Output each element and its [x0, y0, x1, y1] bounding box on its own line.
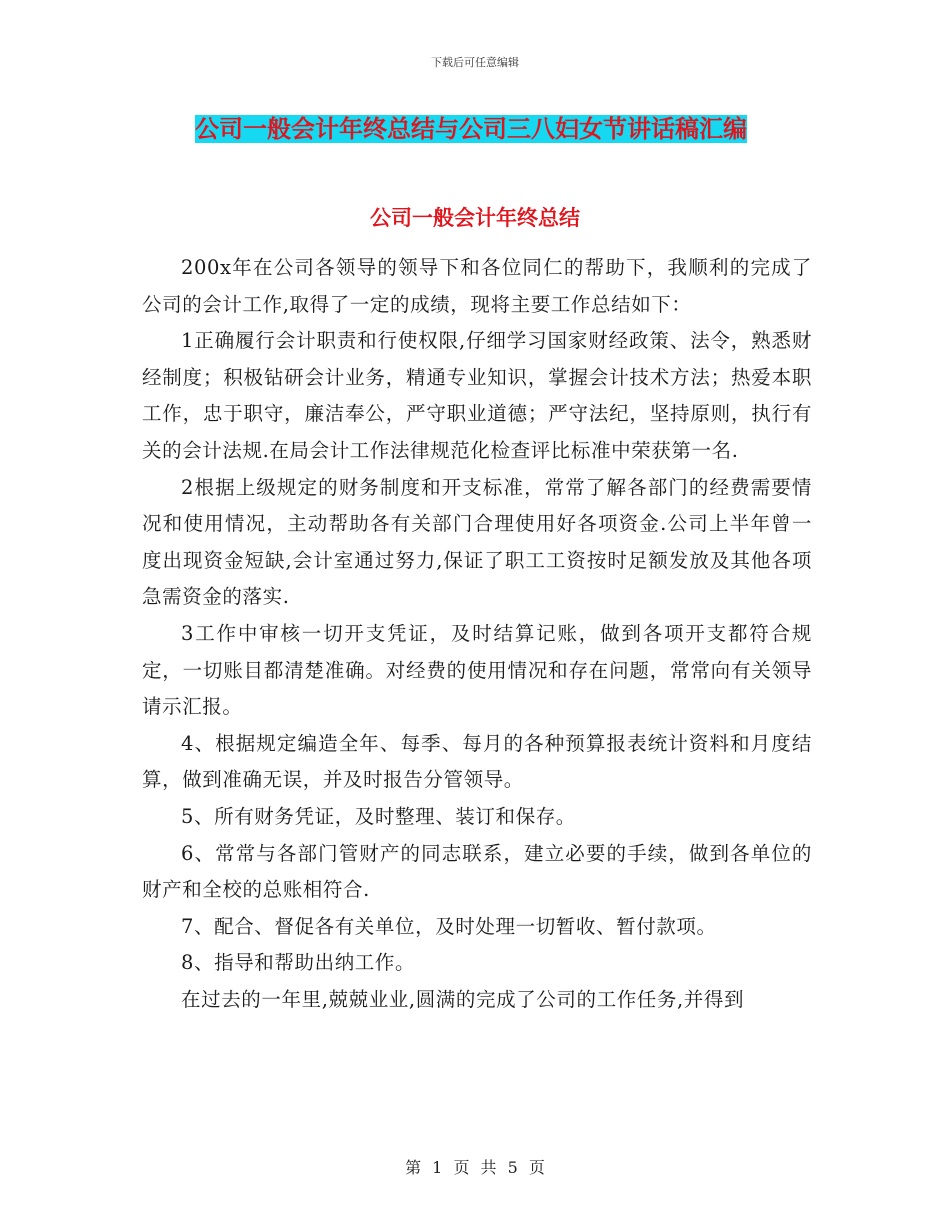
document-body	[142, 250, 812, 1018]
paragraph-item-2: 2根据上级规定的财务制度和开支标准，常常了解各部门的经费需要情况和使用情况，主动帮助各有关部门合理使用好各项资金.公司上半年曾一度出现资金短缺,会计室通过努力,保证了职工工资按时足额发放及其他各项急需资金的落实.	[142, 475, 812, 609]
paragraph-item-4: 4、根据规定编造全年、每季、每月的各种预算报表统计资料和月度结算，做到准确无误，并及时报告分管领导。	[142, 731, 812, 792]
paragraph-item-5: 5、所有财务凭证，及时整理、装订和保存。	[181, 804, 576, 828]
paragraph-item-8: 8、指导和帮助出纳工作。	[181, 951, 416, 975]
paragraph-intro: 200x年在公司各领导的领导下和各位同仁的帮助下，我顺利的完成了公司的会计工作,取得了一定的成绩，现将主要工作总结如下：	[142, 256, 812, 316]
paragraph-item-7: 7、配合、督促各有关单位，及时处理一切暂收、暂付款项。	[181, 914, 717, 938]
page-number-footer: 第 1 页 共 5 页	[405, 1158, 545, 1177]
section-title: 公司一般会计年终总结	[370, 206, 580, 230]
header-note: 下载后可任意编辑	[431, 56, 519, 69]
paragraph-item-3: 3工作中审核一切开支凭证，及时结算记账，做到各项开支都符合规定，一切账目都清楚准确。对经费的使用情况和存在问题，常常向有关领导请示汇报。	[142, 621, 812, 719]
document-title	[193, 112, 749, 146]
paragraph-item-1: 1正确履行会计职责和行使权限,仔细学习国家财经政策、法令，熟悉财经制度；积极钻研会计业务，精通专业知识，掌握会计技术方法；热爱本职工作，忠于职守，廉洁奉公，严守职业道德；严守法纪，坚持原则，执行有关的会计法规.在局会计工作法律规范化检查评比标准中荣获第一名.	[142, 329, 812, 462]
document-title-text: 公司一般会计年终总结与公司三八妇女节讲话稿汇编	[195, 115, 747, 143]
paragraph-conclusion: 在过去的一年里,兢兢业业,圆满的完成了公司的工作任务,并得到	[181, 987, 745, 1011]
paragraph-item-6: 6、常常与各部门管财产的同志联系，建立必要的手续，做到各单位的财产和全校的总账相符合.	[142, 841, 812, 902]
